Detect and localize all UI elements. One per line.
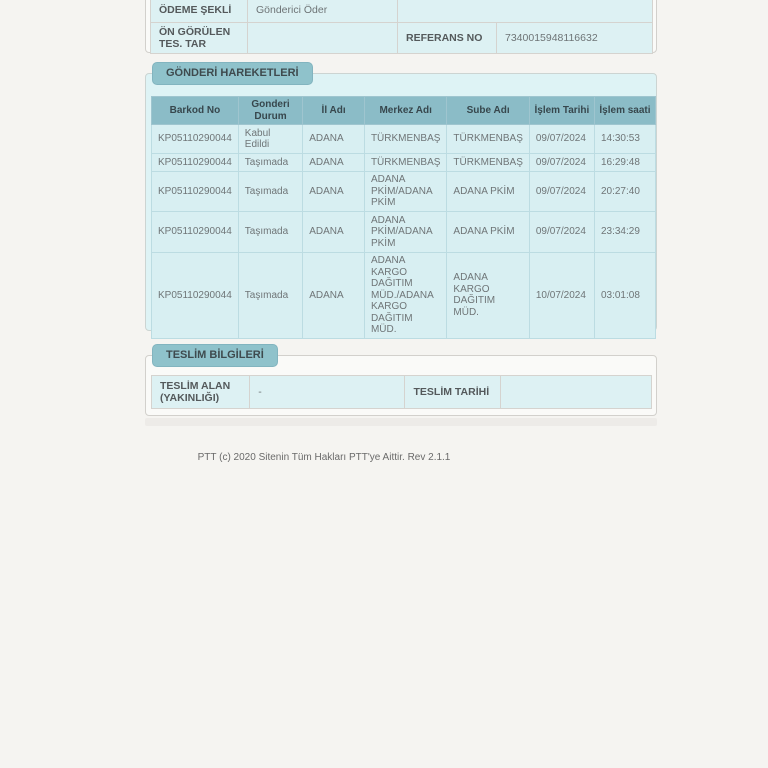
movement-branch: ADANA KARGO DAĞITIM MÜD. [447, 252, 529, 339]
movement-row [152, 212, 656, 253]
movement-barcode: KP05110290044 [152, 171, 239, 212]
movement-date: 10/07/2024 [529, 252, 594, 339]
delivery-date-value [500, 376, 651, 409]
shipment-summary-card [145, 0, 657, 53]
movements-table [151, 96, 656, 339]
movement-branch: ADANA PKİM [447, 212, 529, 253]
estimated-delivery-value [248, 23, 398, 54]
delivery-card-shadow [145, 418, 657, 426]
movement-barcode: KP05110290044 [152, 252, 239, 339]
shipment-summary-table [150, 0, 653, 54]
movement-branch: TÜRKMENBAŞ [447, 154, 529, 172]
footer-copyright: PTT (c) 2020 Sitenin Tüm Hakları PTT'ye Aittir. Rev 2.1.1 [197, 452, 451, 463]
movement-center: TÜRKMENBAŞ [364, 125, 446, 154]
movements-column-header: İşlem saati [594, 97, 655, 125]
movement-status: Taşımada [238, 252, 302, 339]
movement-center: TÜRKMENBAŞ [364, 154, 446, 172]
movement-barcode: KP05110290044 [152, 212, 239, 253]
movement-status: Taşımada [238, 171, 302, 212]
movement-branch: TÜRKMENBAŞ [447, 125, 529, 154]
movement-province: ADANA [303, 154, 365, 172]
movement-time: 23:34:29 [594, 212, 655, 253]
movements-section-title: GÖNDERİ HAREKETLERİ [152, 62, 313, 85]
movement-center: ADANA PKİM/ADANA PKİM [364, 212, 446, 253]
delivery-date-label: TESLİM TARİHİ [405, 376, 500, 409]
movement-date: 09/07/2024 [529, 154, 594, 172]
delivery-receiver-value: - [250, 376, 405, 409]
movement-barcode: KP05110290044 [152, 154, 239, 172]
delivery-receiver-label: TESLİM ALAN (YAKINLIĞI) [152, 376, 250, 409]
movements-column-header: İl Adı [303, 97, 365, 125]
movement-branch: ADANA PKİM [447, 171, 529, 212]
movement-date: 09/07/2024 [529, 212, 594, 253]
movement-time: 03:01:08 [594, 252, 655, 339]
reference-no-label: REFERANS NO [398, 23, 497, 54]
movement-barcode: KP05110290044 [152, 125, 239, 154]
movement-date: 09/07/2024 [529, 171, 594, 212]
movement-province: ADANA [303, 125, 365, 154]
movement-status: Taşımada [238, 212, 302, 253]
estimated-delivery-label: ÖN GÖRÜLEN TES. TAR [151, 23, 248, 54]
summary-row-reference [151, 23, 653, 54]
movement-status: Kabul Edildi [238, 125, 302, 154]
movement-date: 09/07/2024 [529, 125, 594, 154]
delivery-section-title: TESLİM BİLGİLERİ [152, 344, 278, 367]
movement-time: 20:27:40 [594, 171, 655, 212]
movement-province: ADANA [303, 171, 365, 212]
movement-province: ADANA [303, 252, 365, 339]
movement-time: 14:30:53 [594, 125, 655, 154]
movements-column-header: Merkez Adı [364, 97, 446, 125]
movements-column-header: Gonderi Durum [238, 97, 302, 125]
movements-header-row [152, 97, 656, 125]
movement-row [152, 252, 656, 339]
movement-row [152, 171, 656, 212]
movement-center: ADANA PKİM/ADANA PKİM [364, 171, 446, 212]
movements-panel [145, 73, 657, 335]
movement-time: 16:29:48 [594, 154, 655, 172]
movement-row [152, 154, 656, 172]
payment-method-label: ÖDEME ŞEKLİ [151, 0, 248, 23]
delivery-info-row [152, 376, 652, 409]
movement-row [152, 125, 656, 154]
movements-column-header: Barkod No [152, 97, 239, 125]
summary-row-payment [151, 0, 653, 23]
summary-empty-cell [398, 0, 653, 23]
payment-method-value: Gönderici Öder [248, 0, 398, 23]
movements-column-header: İşlem Tarihi [529, 97, 594, 125]
movements-column-header: Sube Adı [447, 97, 529, 125]
movement-status: Taşımada [238, 154, 302, 172]
delivery-info-table [151, 375, 652, 409]
movement-province: ADANA [303, 212, 365, 253]
reference-no-value: 7340015948116632 [497, 23, 653, 54]
movements-body [152, 125, 656, 339]
movement-center: ADANA KARGO DAĞITIM MÜD./ADANA KARGO DAĞITIM MÜD. [364, 252, 446, 339]
